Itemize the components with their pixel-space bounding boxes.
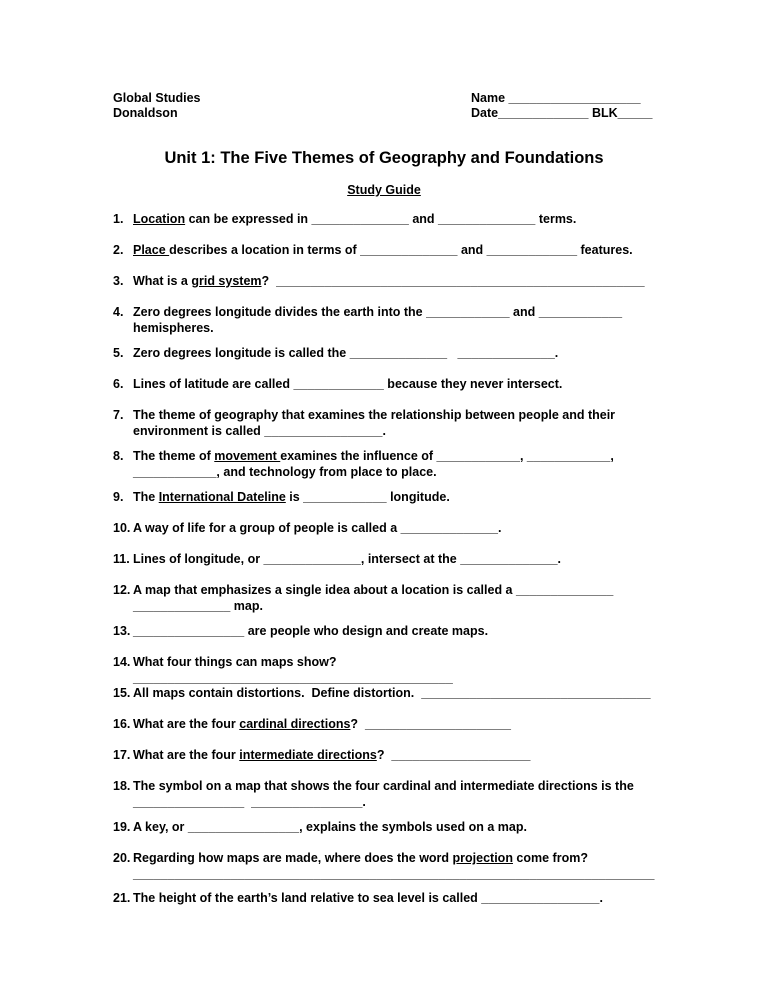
question-text bbox=[133, 305, 663, 336]
question-text bbox=[133, 274, 663, 290]
question-item bbox=[113, 408, 663, 439]
question-text-prefix: The theme of bbox=[133, 449, 215, 463]
question-number: 1. bbox=[113, 212, 124, 226]
question-number: 13. bbox=[113, 624, 131, 638]
question-text bbox=[133, 891, 663, 907]
question-text bbox=[133, 346, 663, 362]
question-text bbox=[133, 490, 663, 506]
question-number: 8. bbox=[113, 449, 124, 463]
page-title: Unit 1: The Five Themes of Geography and Foundations bbox=[164, 149, 604, 167]
question-item bbox=[113, 521, 663, 537]
page-subtitle: Study Guide bbox=[347, 183, 421, 197]
question-text-prefix: What are the four bbox=[133, 748, 240, 762]
question-number: 6. bbox=[113, 377, 124, 391]
question-text-main: Zero degrees longitude divides the earth into the ____________ and ____________ hemispheres. bbox=[133, 305, 623, 335]
question-key-term: projection bbox=[452, 851, 513, 865]
question-key-term: movement bbox=[214, 449, 281, 463]
question-text bbox=[133, 820, 663, 836]
question-number: 16. bbox=[113, 717, 131, 731]
question-text-main: examines the influence of ____________, ____________, ____________, and technology from place to place. bbox=[133, 449, 614, 479]
question-text bbox=[133, 521, 663, 537]
question-text-prefix: What is a bbox=[133, 274, 192, 288]
question-key-term: Place bbox=[133, 243, 170, 257]
question-text-main: Zero degrees longitude is called the ______________ ______________. bbox=[133, 346, 559, 360]
question-text bbox=[133, 717, 663, 733]
question-text bbox=[133, 851, 663, 882]
question-text-main: ? _____________________________________________________ bbox=[261, 274, 645, 288]
question-text-main: come from? ___________________________________________________________________________ bbox=[133, 851, 655, 881]
question-number: 4. bbox=[113, 305, 124, 319]
question-item bbox=[113, 891, 663, 907]
question-key-term: International Dateline bbox=[158, 490, 286, 504]
question-key-term: cardinal directions bbox=[239, 717, 351, 731]
question-number: 9. bbox=[113, 490, 124, 504]
question-item bbox=[113, 686, 663, 702]
question-item bbox=[113, 552, 663, 568]
question-item bbox=[113, 820, 663, 836]
question-item bbox=[113, 490, 663, 506]
name-line: Name ___________________ bbox=[471, 91, 641, 105]
question-text bbox=[133, 212, 663, 228]
question-text bbox=[133, 686, 663, 702]
question-number: 18. bbox=[113, 779, 131, 793]
question-number: 7. bbox=[113, 408, 124, 422]
question-text bbox=[133, 408, 663, 439]
question-text-main: Lines of longitude, or ______________, intersect at the ______________. bbox=[133, 552, 562, 566]
question-text-prefix: Regarding how maps are made, where does the word bbox=[133, 851, 453, 865]
question-text-main: A key, or ________________, explains the symbols used on a map. bbox=[133, 820, 527, 834]
question-key-term: grid system bbox=[191, 274, 262, 288]
question-item bbox=[113, 851, 663, 882]
question-item bbox=[113, 243, 663, 259]
question-text-main: The symbol on a map that shows the four cardinal and intermediate directions is the ________________ ________________. bbox=[133, 779, 634, 809]
question-number: 19. bbox=[113, 820, 131, 834]
question-text-main: can be expressed in ______________ and ______________ terms. bbox=[185, 212, 577, 226]
question-item bbox=[113, 748, 663, 764]
question-text bbox=[133, 243, 663, 259]
question-text-main: All maps contain distortions. Define distortion. _________________________________ bbox=[133, 686, 651, 700]
question-text-main: The theme of geography that examines the relationship between people and their environment is called _________________. bbox=[133, 408, 616, 438]
question-item bbox=[113, 346, 663, 362]
question-number: 14. bbox=[113, 655, 131, 669]
question-text bbox=[133, 377, 663, 393]
question-text-prefix: The bbox=[133, 490, 159, 504]
question-text-main: is ____________ longitude. bbox=[285, 490, 450, 504]
question-item bbox=[113, 779, 663, 810]
question-number: 5. bbox=[113, 346, 124, 360]
course-name: Global Studies bbox=[113, 91, 201, 105]
question-item bbox=[113, 655, 663, 686]
question-number: 20. bbox=[113, 851, 131, 865]
question-number: 21. bbox=[113, 891, 131, 905]
question-text-main: ________________ are people who design and create maps. bbox=[133, 624, 489, 638]
question-item bbox=[113, 624, 663, 640]
question-text bbox=[133, 449, 663, 480]
course-header bbox=[113, 91, 201, 121]
question-number: 17. bbox=[113, 748, 131, 762]
question-text-prefix: What are the four bbox=[133, 717, 240, 731]
question-text-main: Lines of latitude are called _____________ because they never intersect. bbox=[133, 377, 563, 391]
teacher-name: Donaldson bbox=[113, 106, 178, 120]
question-key-term: intermediate directions bbox=[239, 748, 377, 762]
question-key-term: Location bbox=[133, 212, 186, 226]
question-number: 11. bbox=[113, 552, 130, 566]
question-item bbox=[113, 212, 663, 228]
question-text-main: ? ____________________ bbox=[376, 748, 531, 762]
question-number: 10. bbox=[113, 521, 131, 535]
question-text bbox=[133, 583, 663, 614]
question-text-main: What four things can maps show? ______________________________________________ bbox=[133, 655, 453, 685]
question-item bbox=[113, 583, 663, 614]
question-text bbox=[133, 624, 663, 640]
question-item bbox=[113, 305, 663, 336]
question-text bbox=[133, 552, 663, 568]
date-line: Date_____________ BLK_____ bbox=[471, 106, 653, 120]
question-number: 12. bbox=[113, 583, 131, 597]
question-item bbox=[113, 274, 663, 290]
question-number: 2. bbox=[113, 243, 124, 257]
question-text-main: The height of the earth’s land relative to sea level is called _________________. bbox=[133, 891, 603, 905]
question-text bbox=[133, 779, 663, 810]
question-item bbox=[113, 449, 663, 480]
question-item bbox=[113, 377, 663, 393]
question-number: 15. bbox=[113, 686, 131, 700]
question-text bbox=[133, 655, 663, 686]
question-text-main: A way of life for a group of people is called a ______________. bbox=[133, 521, 502, 535]
question-text-main: ? _____________________ bbox=[350, 717, 511, 731]
question-text-main: describes a location in terms of ______________ and _____________ features. bbox=[169, 243, 633, 257]
question-text-main: A map that emphasizes a single idea about a location is called a ______________ ______________ map. bbox=[133, 583, 614, 613]
question-text bbox=[133, 748, 663, 764]
student-info-header bbox=[471, 91, 652, 121]
question-number: 3. bbox=[113, 274, 124, 288]
question-item bbox=[113, 717, 663, 733]
